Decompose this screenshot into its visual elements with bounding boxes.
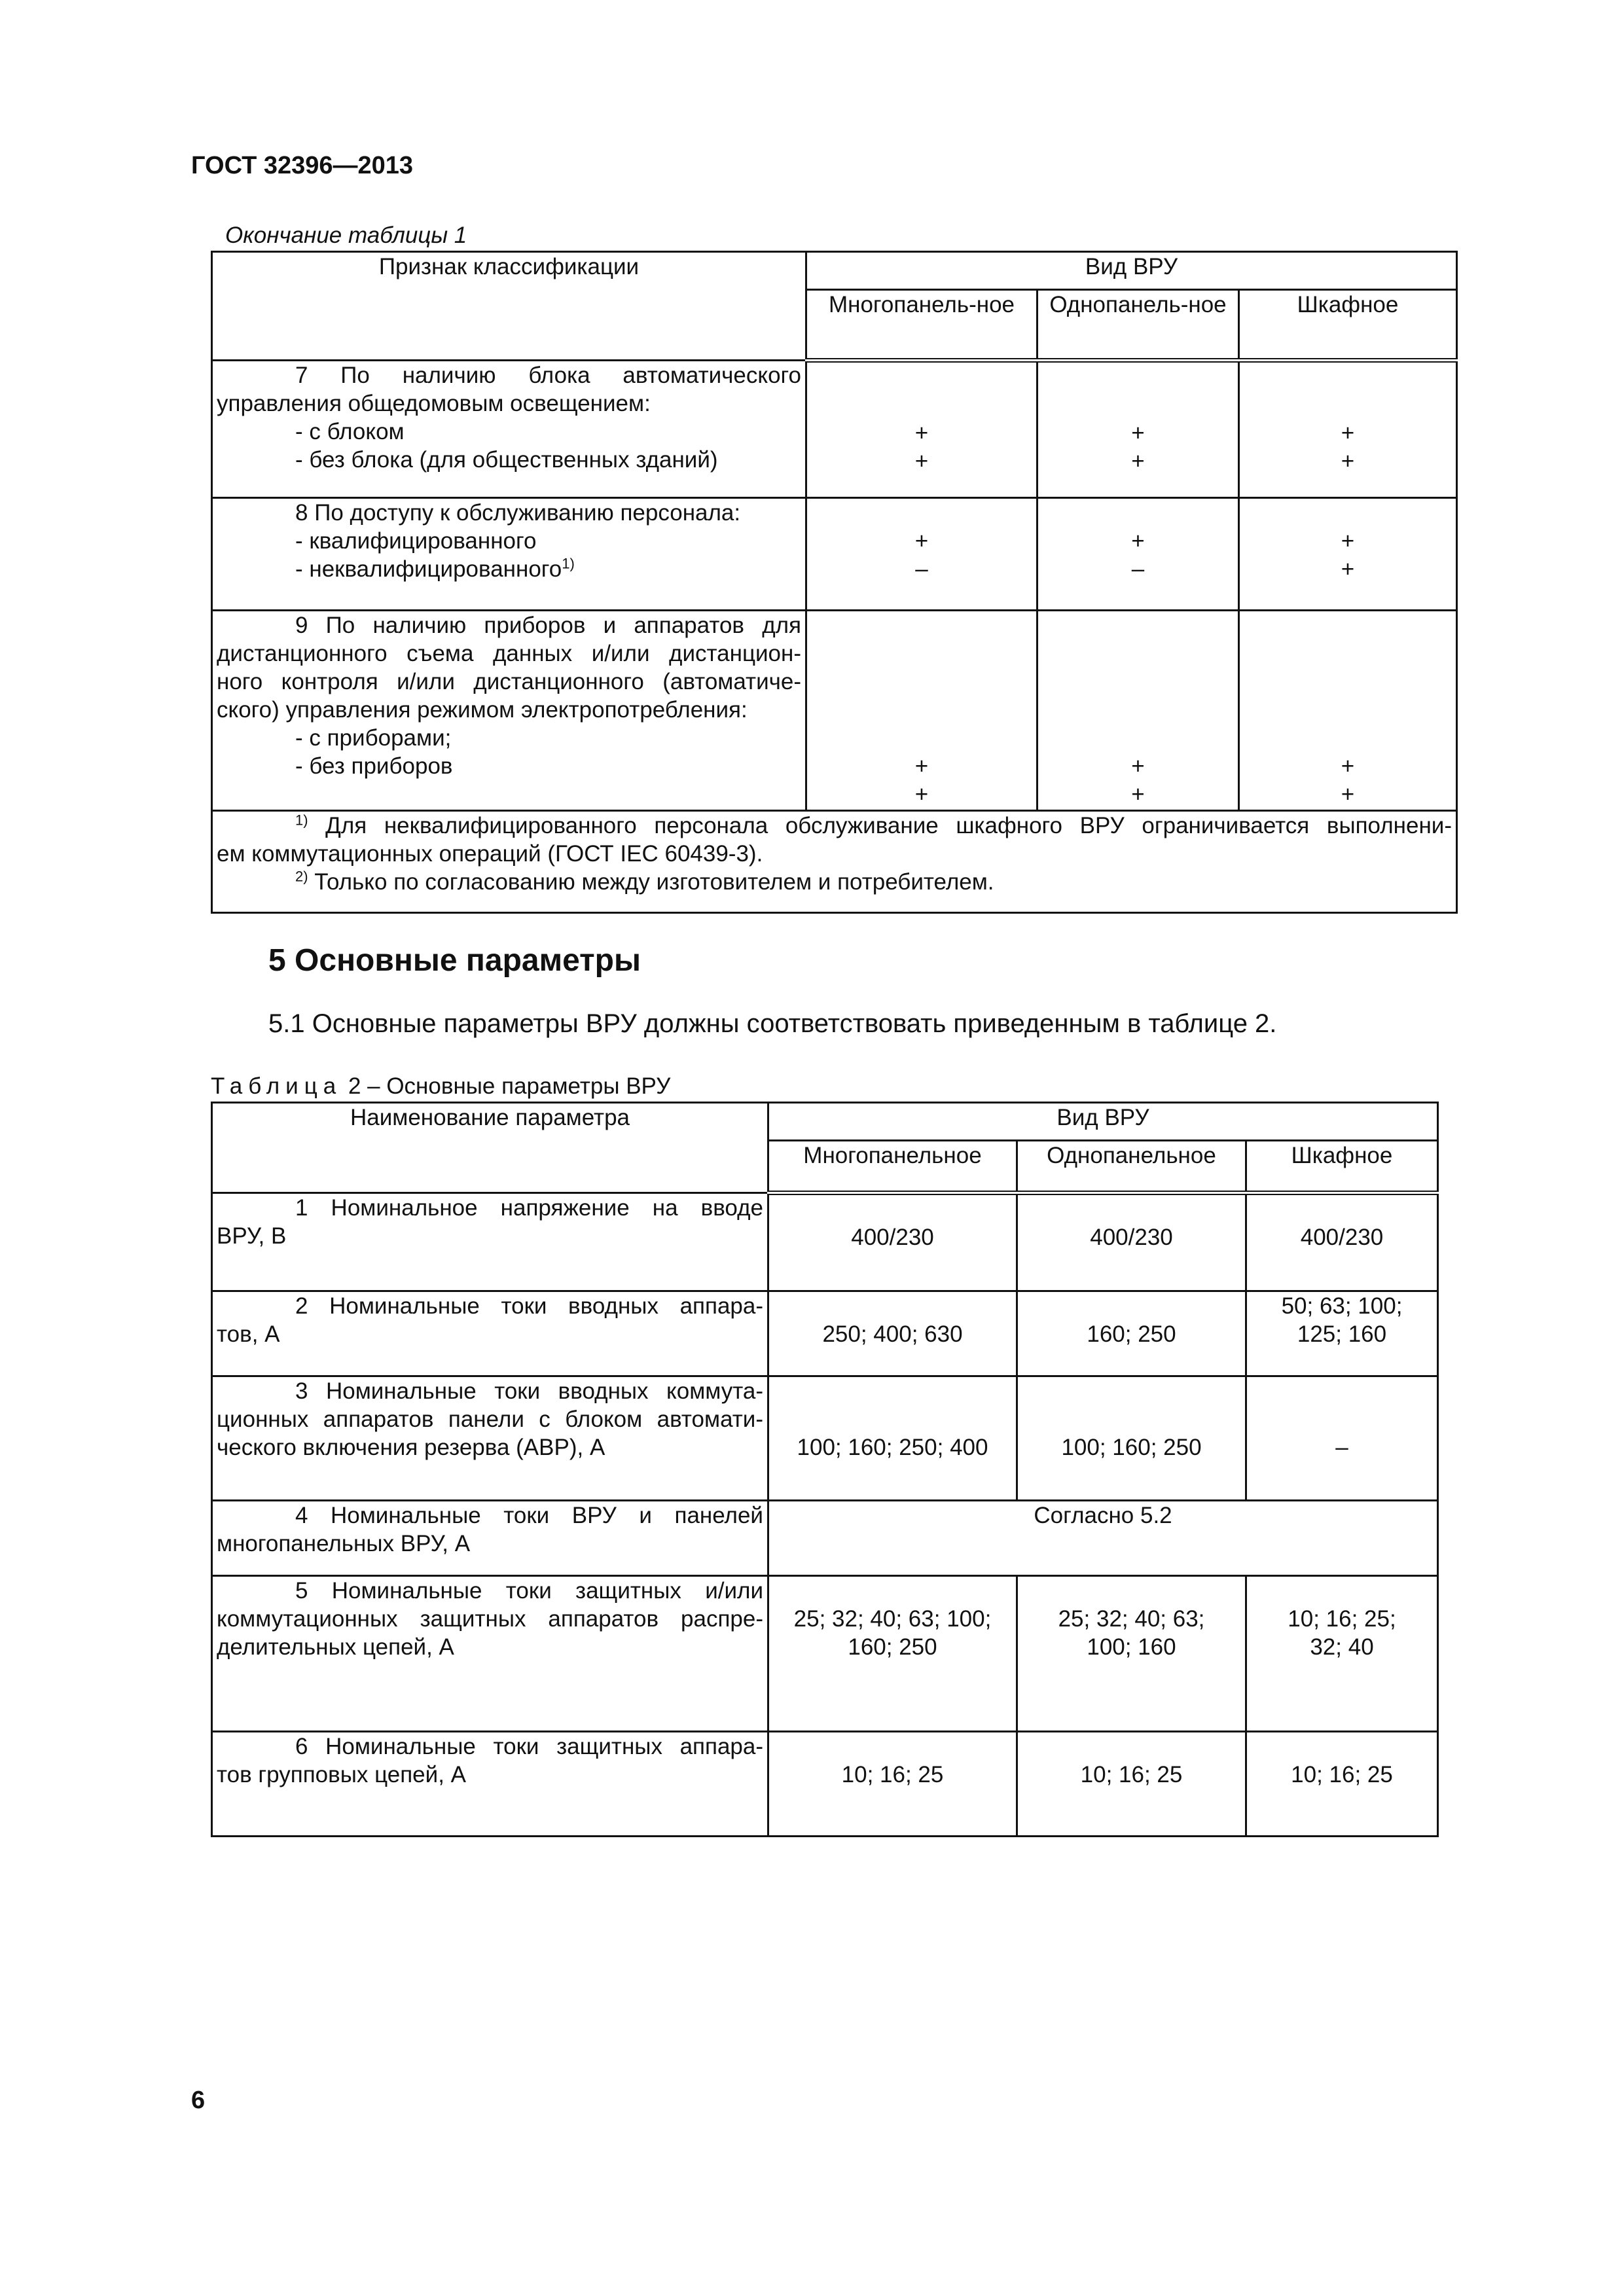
- row7-label: [212, 361, 806, 498]
- page-number: 6: [191, 2087, 206, 2114]
- row8-singlepanel: + –: [1038, 498, 1239, 611]
- row9-cabinet: + +: [1239, 611, 1457, 811]
- row9-item1: - с приборами;: [295, 725, 452, 751]
- row7-item2: - без блока (для общественных зданий): [295, 447, 718, 473]
- table-row: [212, 1576, 1438, 1732]
- table2-col-head: Наименование параметра: [212, 1103, 768, 1193]
- footnote-1-line2: ем коммутационных операций (ГОСТ IEC 60439-3).: [217, 841, 763, 867]
- row9-line2: дистанционного съема данных и/или дистанцион-: [217, 641, 801, 666]
- param2-label: 2 Номинальные токи вводных аппара- тов, А: [212, 1291, 768, 1376]
- table-row: [212, 1501, 1438, 1576]
- param2-cabinet: 50; 63; 100; 125; 160: [1246, 1291, 1438, 1376]
- param5-label: 5 Номинальные токи защитных и/или коммутационных защитных аппаратов распре- делительных цепей, А: [212, 1576, 768, 1732]
- row7-singlepanel: + +: [1038, 361, 1239, 498]
- row7-line2: управления общедомовым освещением:: [217, 391, 651, 416]
- param1-label: 1 Номинальное напряжение на вводе ВРУ, В: [212, 1193, 768, 1291]
- param3-label: 3 Номинальные токи вводных коммута- ционных аппаратов панели с блоком автомати- ческого включения резерва (АВР), А: [212, 1376, 768, 1501]
- row8-line1: 8 По доступу к обслуживанию персонала:: [295, 500, 741, 526]
- row7-multipanel: + +: [806, 361, 1038, 498]
- param2-multipanel: 250; 400; 630: [768, 1291, 1017, 1376]
- table1-col-singlepanel: Однопанель-ное: [1038, 290, 1239, 361]
- param6-label: 6 Номинальные токи защитных аппара- тов групповых цепей, А: [212, 1732, 768, 1837]
- table2-col-multipanel: Многопанельное: [768, 1141, 1017, 1193]
- parameters-table: [211, 1102, 1439, 1837]
- param3-multipanel: 100; 160; 250; 400: [768, 1376, 1017, 1501]
- row9-label: [212, 611, 806, 811]
- table-row: [212, 611, 1457, 811]
- table2-group-head: Вид ВРУ: [768, 1103, 1438, 1141]
- table2-col-singlepanel: Однопанельное: [1017, 1141, 1246, 1193]
- table1-footnotes: [212, 811, 1457, 913]
- table1-caption: Окончание таблицы 1: [225, 223, 467, 248]
- row7-cabinet: + +: [1239, 361, 1457, 498]
- param3-singlepanel: 100; 160; 250: [1017, 1376, 1246, 1501]
- table-row: [212, 1193, 1438, 1291]
- section-title: 5 Основные параметры: [268, 943, 641, 978]
- row8-cabinet: + +: [1239, 498, 1457, 611]
- table1-col-head: Признак классификации: [212, 252, 806, 361]
- param1-multipanel: 400/230: [768, 1193, 1017, 1291]
- param5-singlepanel: 25; 32; 40; 63; 100; 160: [1017, 1576, 1246, 1732]
- param1-singlepanel: 400/230: [1017, 1193, 1246, 1291]
- row9-line1: 9 По наличию приборов и аппаратов для: [295, 613, 801, 638]
- row9-item2: - без приборов: [295, 753, 453, 779]
- param4-label: 4 Номинальные токи ВРУ и панелей многопанельных ВРУ, А: [212, 1501, 768, 1576]
- section-paragraph: 5.1 Основные параметры ВРУ должны соответствовать приведенным в таблице 2.: [268, 1009, 1277, 1038]
- table2-col-cabinet: Шкафное: [1246, 1141, 1438, 1193]
- param5-cabinet: 10; 16; 25; 32; 40: [1246, 1576, 1438, 1732]
- row9-line4: ского) управления режимом электропотребления:: [217, 697, 748, 723]
- param2-singlepanel: 160; 250: [1017, 1291, 1246, 1376]
- param4-value: Согласно 5.2: [768, 1501, 1438, 1576]
- param6-singlepanel: 10; 16; 25: [1017, 1732, 1246, 1837]
- param6-cabinet: 10; 16; 25: [1246, 1732, 1438, 1837]
- row7-item1: - с блоком: [295, 419, 405, 444]
- row8-item2: - неквалифицированного$^{1)}$: [295, 555, 575, 582]
- table1-col-multipanel: Многопанель-ное: [806, 290, 1038, 361]
- param3-cabinet: –: [1246, 1376, 1438, 1501]
- param1-cabinet: 400/230: [1246, 1193, 1438, 1291]
- table1-col-cabinet: Шкафное: [1239, 290, 1457, 361]
- row9-multipanel: + +: [806, 611, 1038, 811]
- param6-multipanel: 10; 16; 25: [768, 1732, 1017, 1837]
- table-row: [212, 1376, 1438, 1501]
- row9-singlepanel: + +: [1038, 611, 1239, 811]
- footnote-1-line1: $^{1)}$ Для неквалифицированного персонала обслуживание шкафного ВРУ ограничивается выполнени-: [295, 812, 1453, 838]
- row8-item1: - квалифицированного: [295, 528, 537, 554]
- param5-multipanel: 25; 32; 40; 63; 100; 160; 250: [768, 1576, 1017, 1732]
- classification-table: [211, 251, 1458, 914]
- row9-line3: ного контроля и/или дистанционного (автоматиче-: [217, 669, 801, 694]
- footnote-2: $^{2)}$ Только по согласованию между изготовителем и потребителем.: [295, 868, 994, 895]
- table-row: [212, 1732, 1438, 1837]
- row8-label: [212, 498, 806, 611]
- row7-line1: 7 По наличию блока автоматического: [295, 363, 801, 388]
- document-header: ГОСТ 32396—2013: [191, 152, 414, 179]
- table1-group-head: Вид ВРУ: [806, 252, 1457, 290]
- table-row: [212, 1291, 1438, 1376]
- row8-multipanel: + –: [806, 498, 1038, 611]
- table2-caption: Таблица 2 – Основные параметры ВРУ: [211, 1073, 671, 1099]
- table-row: [212, 361, 1457, 498]
- table-row: [212, 498, 1457, 611]
